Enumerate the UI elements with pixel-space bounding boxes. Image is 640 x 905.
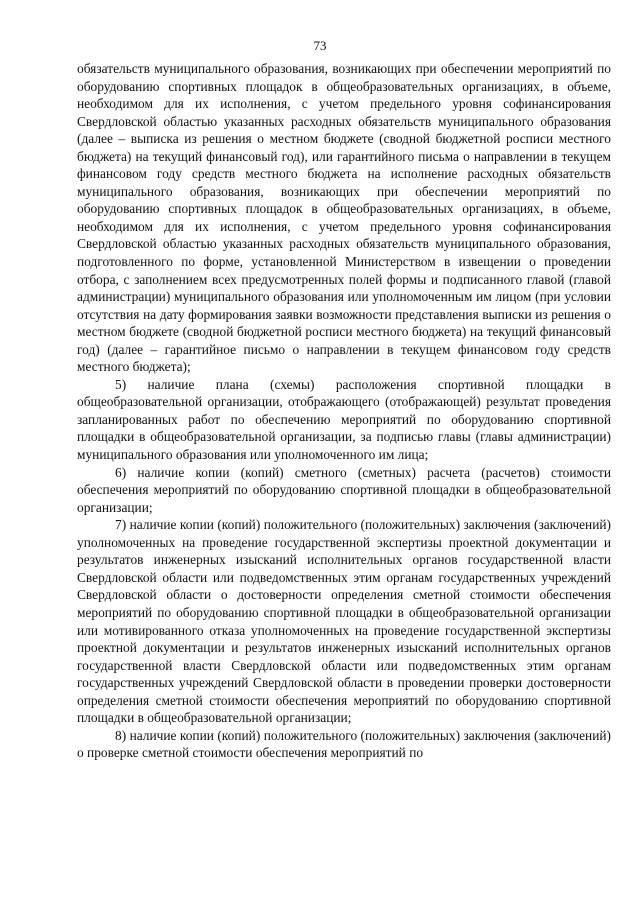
paragraph-item-8: 8) наличие копии (копий) положительного (положительных) заключения (заключений) о проверке сметной стоимости обеспечения мероприятий по (77, 727, 611, 761)
paragraph-item-6: 6) наличие копии (копий) сметного (сметных) расчета (расчетов) стоимости обеспечения мероприятий по оборудованию спортивной площадки в общеобразовательной организации; (77, 464, 611, 515)
page-number: 73 (313, 38, 327, 53)
paragraph-item-7: 7) наличие копии (копий) положительного (положительных) заключения (заключений) уполномоченных на проведение государственной экспертизы проектной документации и результатов инженерных изысканий исполнительных органов государственной власти Свердловской области или подведомственных этим органам государственных учреждений Свердловской области о достоверности определения сметной стоимости обеспечения мероприятий по оборудованию спортивной площадки в общеобразовательной организации или мотивированного отказа уполномоченных на проведение государственной экспертизы проектной документации и результатов инженерных изысканий исполнительных органов государственной власти Свердловской области или подведомственных этим органам государственных учреждений Свердловской области в проведении проверки достоверности определения сметной стоимости обеспечения мероприятий по оборудованию спортивной площадки в общеобразовательной организации; (77, 517, 611, 726)
document-body (77, 60, 611, 762)
paragraph-continuation: обязательств муниципального образования, возникающих при обеспечении мероприятий по оборудованию спортивных площадок в общеобразовательных организациях, в объеме, необходимом для их исполнения, с учетом предельного уровня софинансирования Свердловской областью указанных расходных обязательств муниципального образования (далее – выписка из решения о местном бюджете (сводной бюджетной росписи местного бюджета) на текущий финансовый год), или гарантийного письма о направлении в текущем финансовом году средств местного бюджета на исполнение расходных обязательств муниципального образования, возникающих при обеспечении мероприятий по оборудованию спортивных площадок в общеобразовательных организациях, в объеме, необходимом для их исполнения, с учетом предельного уровня софинансирования Свердловской областью указанных расходных обязательств муниципального образования, подготовленного по форме, установленной Министерством в извещении о проведении отбора, с заполнением всех предусмотренных полей формы и подписанного главой (главой администрации) муниципального образования или уполномоченным им лицом (при условии отсутствия на дату формирования заявки возможности представления выписки из решения о местном бюджете (сводной бюджетной росписи местного бюджета) на текущий финансовый год) (далее – гарантийное письмо о направлении в текущем финансовом году средств местного бюджета); (77, 61, 611, 375)
paragraph-item-5: 5) наличие плана (схемы) расположения спортивной площадки в общеобразовательной организации, отображающего (отображающей) результат проведения запланированных работ по обеспечению мероприятий по оборудованию спортивной площадки в общеобразовательной организации, за подписью главы (главы администрации) муниципального образования или уполномоченного им лица; (77, 376, 611, 463)
